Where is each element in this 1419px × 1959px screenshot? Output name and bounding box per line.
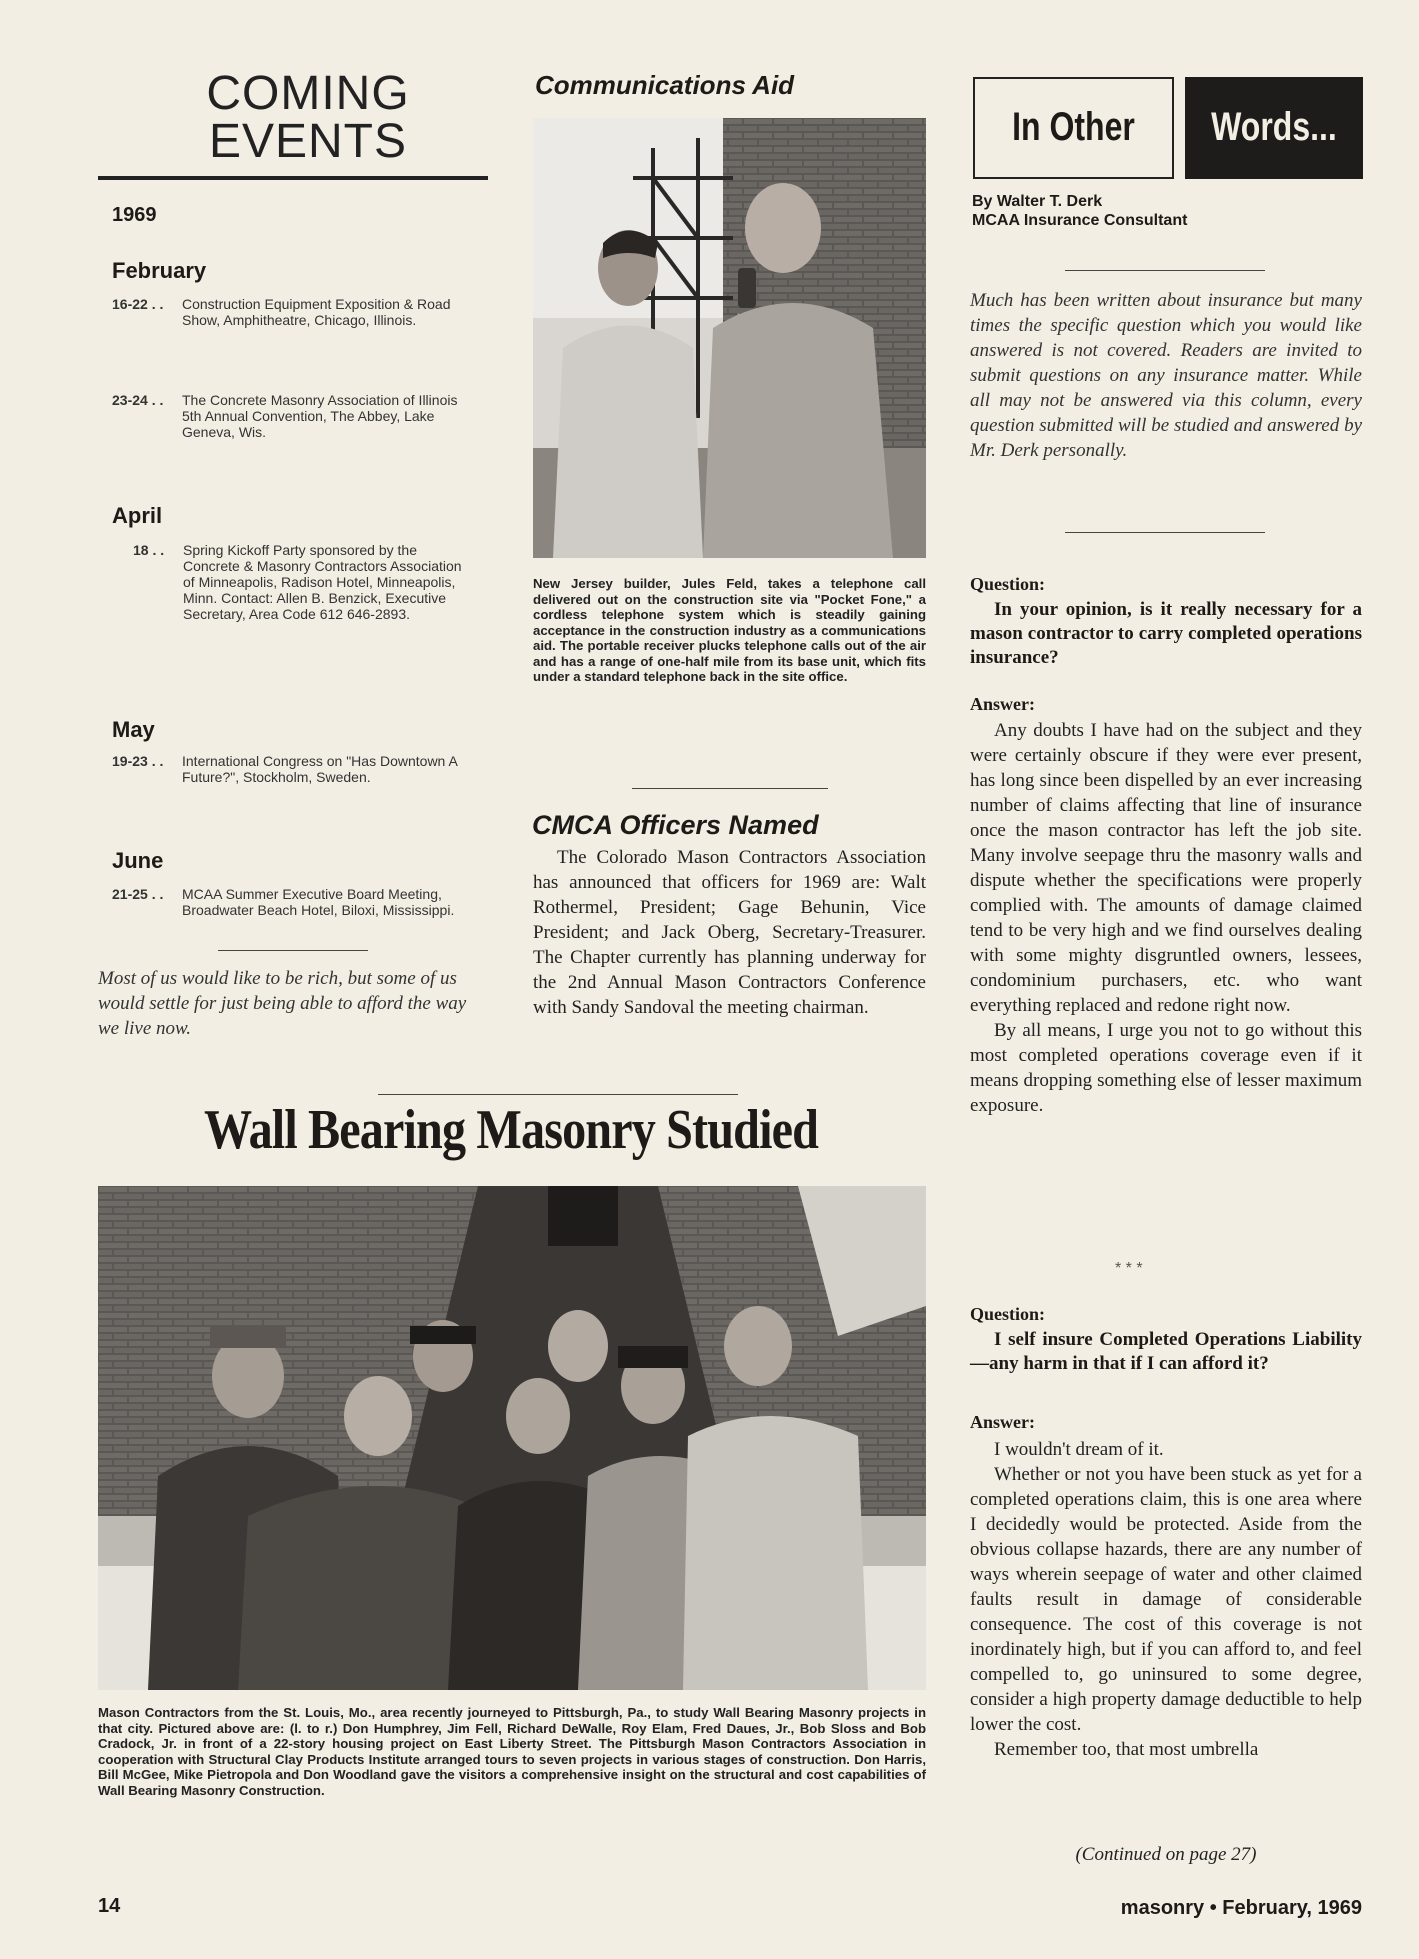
communications-photo [533, 118, 926, 558]
answer-paragraph: Remember too, that most umbrella [994, 1739, 1259, 1760]
question-text: I self insure Completed Operations Liability—any harm in that if I can afford it? [970, 1329, 1362, 1374]
communications-title: Communications Aid [535, 70, 795, 100]
publication-info: masonry • February, 1969 [1120, 1897, 1362, 1919]
column-intro: Much has been written about insurance but many times the specific question which you would like answered is not covered. Readers are invited to submit questions on any insurance matter. While all may not be answered via this column, every question submitted will be studied and answered by Mr. Derk personally. [970, 290, 1362, 461]
answer-label: Answer: [970, 1412, 1035, 1432]
cmca-title: CMCA Officers Named [532, 810, 819, 840]
event-text: MCAA Summer Executive Board Meeting, Broadwater Beach Hotel, Biloxi, Mississippi. [182, 886, 455, 918]
separator-stars: * * * [1115, 1260, 1143, 1277]
event-date: 21-25 . . [112, 886, 164, 902]
answer-body [970, 1437, 1362, 1762]
cmca-paragraph: The Colorado Mason Contractors Association has announced that officers for 1969 are: Walt Rothermel, President; Gage Behunin, Vice President; and Jack Oberg, Secretary-Treasurer. The Chapter currently has planning underway for the 2nd Annual Mason Contractors Conference with Sandy Sandoval the meeting chairman. [533, 847, 926, 1018]
month-heading-february: February [112, 258, 207, 283]
divider [1065, 270, 1265, 271]
byline-role: MCAA Insurance Consultant [972, 212, 1188, 229]
coming-events-rule [98, 176, 488, 180]
coming-events-title-line2: EVENTS [208, 115, 408, 168]
in-other-words-title-right: Words... [1211, 105, 1337, 149]
event-item [112, 296, 472, 328]
coming-events-title [158, 67, 458, 168]
event-date: 16-22 . . [112, 296, 164, 312]
answer-paragraph: I wouldn't dream of it. [994, 1439, 1164, 1460]
answer-body [970, 718, 1362, 1118]
month-heading-may: May [112, 717, 155, 742]
answer-paragraph: Any doubts I have had on the subject and they were certainly obscure if they were ever present, has long since been dispelled by an ever increasing number of claims affecting that line of insurance once the mason contractor has left the job site. Many involve seepage thru the masonry walls and dispute whether the specifications were properly complied with. The amounts of damage claimed tend to be very high and we find ourselves dealing with some mighty disgruntled owners, lessees, condominium purchasers, etc. who want everything replaced and redone right now. [970, 720, 1362, 1016]
divider [1065, 532, 1265, 533]
event-text: International Congress on "Has Downtown A Future?", Stockholm, Sweden. [182, 753, 458, 785]
answer-paragraph: By all means, I urge you not to go without this most completed operations coverage even if it means dropping something else of lesser maximum exposure. [970, 1020, 1362, 1116]
divider [378, 1094, 738, 1095]
answer-label: Answer: [970, 694, 1035, 714]
event-text: Construction Equipment Exposition & Road Show, Amphitheatre, Chicago, Illinois. [182, 296, 451, 328]
event-item [112, 886, 472, 918]
answer-paragraph: Whether or not you have been stuck as yet for a completed operations claim, this is one area where I decidedly would be protected. Aside from the obvious collapse hazards, there are any number of ways wherein seepage of water and other claimed faults result in damage of considerable consequence. The cost of this coverage is not inordinately high, but if you can afford to, and feel compelled to, go uninsured to some degree, consider a high property damage deductible to help lower the cost. [970, 1464, 1362, 1735]
event-item [112, 753, 472, 785]
event-text: The Concrete Masonry Association of Illinois 5th Annual Convention, The Abbey, Lake Geneva, Wis. [182, 392, 458, 440]
photo-illustration [533, 118, 926, 558]
month-heading-april: April [112, 503, 163, 528]
wall-bearing-title: Wall Bearing Masonry Studied [203, 1099, 819, 1161]
event-date: 23-24 . . [112, 392, 164, 408]
continued-note: (Continued on page 27) [1075, 1844, 1257, 1865]
wall-bearing-photo [98, 1186, 926, 1690]
page-number: 14 [98, 1895, 121, 1917]
byline [972, 192, 1187, 230]
month-heading-june: June [112, 848, 164, 873]
coming-events-title-line1: COMING [206, 67, 410, 120]
in-other-words-title-left: In Other [1012, 105, 1135, 149]
divider [218, 950, 368, 951]
communications-caption: New Jersey builder, Jules Feld, takes a telephone call delivered out on the construction site via "Pocket Fone," a cordless telephone system which is steadily gaining acceptance in the construction industry as a communications aid. The portable receiver plucks telephone calls out of the air and has a range of one-half mile from its base unit, which fits under a standard telephone back in the site office. [533, 576, 926, 684]
event-date: 18 . . [133, 542, 165, 558]
question-label: Question: [970, 1304, 1046, 1324]
question-label: Question: [970, 574, 1046, 594]
event-item [112, 392, 472, 440]
quote: Most of us would like to be rich, but some of us would settle for just being able to afford the way we live now. [98, 968, 467, 1039]
events-year: 1969 [112, 204, 157, 226]
event-date: 19-23 . . [112, 753, 164, 769]
event-text: Spring Kickoff Party sponsored by the Concrete & Masonry Contractors Association of Minneapolis, Radison Hotel, Minneapolis, Minn. Contact: Allen B. Benzick, Executive Secretary, Area Code 612 646-2893. [183, 542, 462, 622]
question-text: In your opinion, is it really necessary for a mason contractor to carry completed operations insurance? [970, 599, 1362, 668]
byline-author: By Walter T. Derk [972, 193, 1103, 210]
divider [632, 788, 828, 789]
event-item [133, 542, 473, 622]
wall-bearing-caption: Mason Contractors from the St. Louis, Mo., area recently journeyed to Pittsburgh, Pa., to study Wall Bearing Masonry projects in that city. Pictured above are: (l. to r.) Don Humphrey, Jim Fell, Richard DeWalle, Roy Elam, Fred Daues, Jr., Bob Sloss and Bob Cradock, Jr. in front of a 22-story housing project on East Liberty Street. The Pittsburgh Mason Contractors Association in cooperation with Structural Clay Products Institute arranged tours to seven projects in various stages of construction. Don Harris, Bill McGee, Mike Pietropola and Don Woodland gave the visitors a comprehensive insight on the structural and cost capabilities of Wall Bearing Masonry Construction. [98, 1705, 926, 1798]
cmca-body [533, 845, 926, 1020]
group-photo-illustration [98, 1186, 926, 1690]
